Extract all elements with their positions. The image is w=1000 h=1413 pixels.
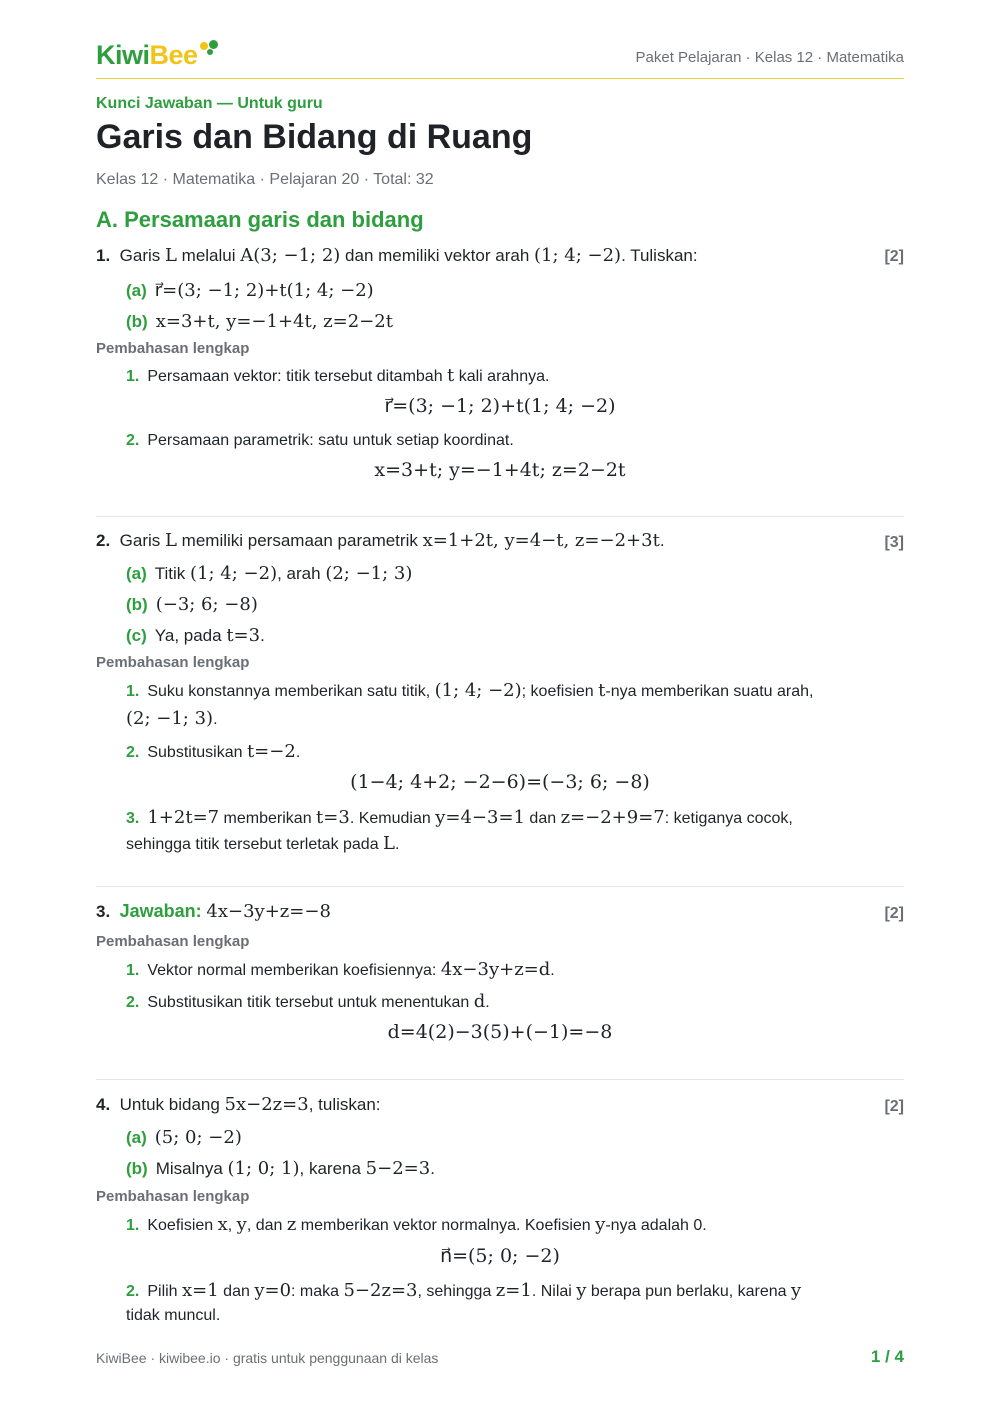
solution-step: 2. Substitusikan titik tersebut untuk menentukan d. <box>126 991 490 1012</box>
page-header <box>96 36 904 79</box>
divider <box>96 886 904 887</box>
solution-step-cont: (2; −1; 3). <box>126 708 218 729</box>
question-number: 1. <box>96 246 111 265</box>
solution-heading: Pembahasan lengkap <box>96 654 250 671</box>
marks-badge: [2] <box>884 248 904 265</box>
solution-step: 3. 1+2t=7 memberikan t=3. Kemudian y=4−3=1 dan z=−2+9=7: ketiganya cocok, <box>126 807 793 828</box>
solution-heading: Pembahasan lengkap <box>96 340 250 357</box>
doc-kicker: Kunci Jawaban — Untuk guru <box>96 95 323 112</box>
question-number: 3. <box>96 902 111 921</box>
footer-text: KiwiBee · kiwibee.io · gratis untuk penggunaan di kelas <box>96 1350 439 1366</box>
answer-a: (a) r⃗=(3; −1; 2)+t(1; 4; −2) <box>126 280 374 301</box>
answer-a: (a) Titik (1; 4; −2), arah (2; −1; 3) <box>126 563 413 584</box>
kiwibee-logo: KiwiBee <box>96 38 220 71</box>
solution-step: 1. Suku konstannya memberikan satu titik, (1; 4; −2); koefisien t-nya memberikan suatu arah, <box>126 680 814 701</box>
solution-step: 2. Substitusikan t=−2. <box>126 741 301 762</box>
solution-step: 1. Vektor normal memberikan koefisiennya: 4x−3y+z=d. <box>126 959 555 980</box>
answer-a: (a) (5; 0; −2) <box>126 1127 242 1148</box>
solution-step: 2. Persamaan parametrik: satu untuk setiap koordinat. <box>126 432 514 449</box>
display-equation: d=4(2)−3(5)+(−1)=−8 <box>387 1021 613 1043</box>
display-equation: n⃗=(5; 0; −2) <box>440 1245 560 1267</box>
bee-dots-icon <box>200 38 220 58</box>
marks-badge: [2] <box>884 905 904 922</box>
solution-step-cont: sehingga titik tersebut terletak pada L. <box>126 833 400 854</box>
question-1: 1. Garis L melalui A(3; −1; 2) dan memiliki vektor arah (1; 4; −2). Tuliskan: <box>96 245 698 266</box>
solution-heading: Pembahasan lengkap <box>96 933 250 950</box>
section-title: A. Persamaan garis dan bidang <box>96 207 424 232</box>
question-number: 4. <box>96 1095 111 1114</box>
answer-b: (b) Misalnya (1; 0; 1), karena 5−2=3. <box>126 1158 435 1179</box>
question-2: 2. Garis L memiliki persamaan parametrik x=1+2t, y=4−t, z=−2+3t. <box>96 530 665 551</box>
question-number: 2. <box>96 531 111 550</box>
divider <box>96 1079 904 1080</box>
solution-step: 2. Pilih x=1 dan y=0: maka 5−2z=3, sehingga z=1. Nilai y berapa pun berlaku, karena y <box>126 1280 802 1301</box>
answer-c: (c) Ya, pada t=3. <box>126 625 265 646</box>
breadcrumb: Paket Pelajaran · Kelas 12 · Matematika <box>635 49 904 66</box>
answer-b: (b) (−3; 6; −8) <box>126 594 258 615</box>
marks-badge: [2] <box>884 1098 904 1115</box>
marks-badge: [3] <box>884 534 904 551</box>
display-equation: x=3+t; y=−1+4t; z=2−2t <box>374 459 626 481</box>
solution-step: 1. Koefisien x, y, dan z memberikan vektor normalnya. Koefisien y-nya adalah 0. <box>126 1214 707 1235</box>
solution-heading: Pembahasan lengkap <box>96 1188 250 1205</box>
display-equation: (1−4; 4+2; −2−6)=(−3; 6; −8) <box>350 771 650 793</box>
question-4: 4. Untuk bidang 5x−2z=3, tuliskan: <box>96 1094 381 1115</box>
divider <box>96 516 904 517</box>
question-3: 3. Jawaban: 4x−3y+z=−8 <box>96 901 331 922</box>
page-number: 1 / 4 <box>870 1347 904 1366</box>
solution-step: 1. Persamaan vektor: titik tersebut ditambah t kali arahnya. <box>126 365 550 386</box>
solution-step-cont: tidak muncul. <box>126 1307 221 1324</box>
answer-b: (b) x=3+t, y=−1+4t, z=2−2t <box>126 311 393 332</box>
page-title: Garis dan Bidang di Ruang <box>96 118 533 156</box>
display-equation: r⃗=(3; −1; 2)+t(1; 4; −2) <box>384 395 616 417</box>
doc-meta: Kelas 12 · Matematika · Pelajaran 20 · Total: 32 <box>96 171 434 188</box>
